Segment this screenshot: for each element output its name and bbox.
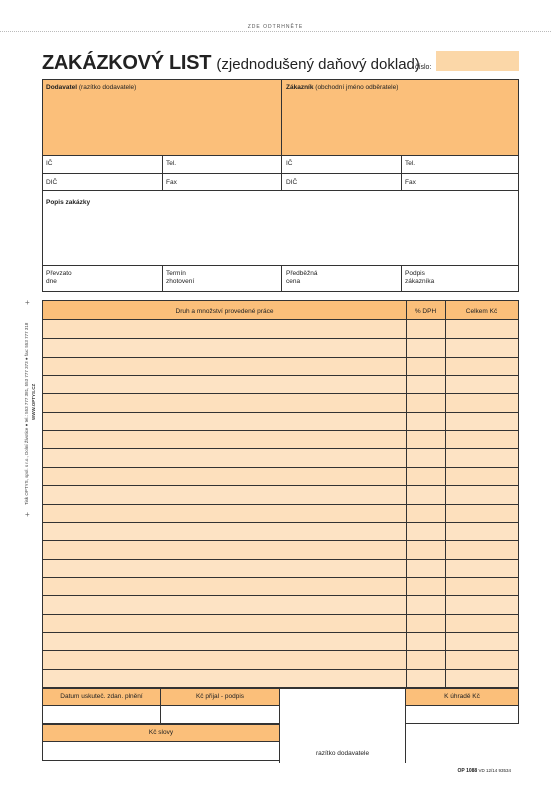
table-row[interactable] (43, 504, 518, 522)
table-row[interactable] (43, 430, 518, 448)
cislo-label: číslo: (415, 64, 432, 71)
customer-ic-label: IČ (286, 160, 293, 167)
table-row[interactable] (43, 577, 518, 595)
table-row[interactable] (43, 375, 518, 393)
kc-slovy-label: Kč slovy (148, 729, 174, 736)
table-row[interactable] (43, 650, 518, 668)
table-row[interactable] (43, 614, 518, 632)
table-row[interactable] (43, 559, 518, 577)
table-row[interactable] (43, 412, 518, 430)
printer-info: Tisk OPTYS, spol. s r.o., Dolní Životice ● tel.: 553 777 381, 553 777 373 ● fax: 553 777 318 (24, 322, 29, 505)
table-row[interactable] (43, 595, 518, 613)
col-druh-header: Druh a množství provedené práce (175, 308, 274, 315)
k-uhrade-label: K úhradě Kč (444, 693, 480, 700)
crop-mark-bottom: + (25, 510, 30, 519)
tear-off-label: ZDE ODTRHNĚTE (247, 24, 304, 30)
parties-block (42, 79, 519, 191)
supplier-fax-label: Fax (166, 179, 177, 186)
table-row[interactable] (43, 632, 518, 650)
kc-prijal-field[interactable] (160, 705, 280, 724)
table-row[interactable] (43, 320, 518, 338)
k-uhrade-field[interactable] (405, 705, 519, 724)
predbezna-cena-label: Předběžná cena (286, 270, 318, 285)
prevzato-label: Převzato dne (46, 270, 72, 285)
table-row[interactable] (43, 522, 518, 540)
customer-dic-label: DIČ (286, 179, 298, 186)
customer-heading: Zákazník (obchodní jméno odběratele) (286, 84, 399, 91)
termin-label: Termín zhotovení (166, 270, 195, 285)
crop-mark-top: + (25, 298, 30, 307)
job-description-field[interactable] (43, 207, 518, 265)
work-table (42, 300, 519, 688)
title-main: ZAKÁZKOVÝ LIST (42, 52, 212, 74)
col-celkem-header: Celkem Kč (465, 308, 498, 315)
page-title (42, 52, 420, 75)
job-description-label: Popis zakázky (46, 199, 91, 206)
razitko-label: razítko dodavatele (315, 750, 370, 757)
supplier-ic-label: IČ (46, 160, 53, 167)
supplier-dic-label: DIČ (46, 179, 58, 186)
podpis-zakaznika-label: Podpis zákazníka (405, 270, 435, 285)
table-row[interactable] (43, 448, 518, 466)
table-row[interactable] (43, 357, 518, 375)
table-row[interactable] (43, 540, 518, 558)
supplier-heading: Dodavatel (razítko dodavatele) (46, 84, 137, 91)
cislo-field[interactable] (436, 51, 519, 71)
title-sub: (zjednodušený daňový doklad) (216, 56, 420, 73)
table-row[interactable] (43, 338, 518, 356)
col-dph-header: % DPH (414, 308, 437, 315)
customer-tel-label: Tel. (405, 160, 416, 167)
datum-field[interactable] (42, 705, 161, 724)
kc-prijal-label: Kč přijal - podpis (195, 693, 245, 700)
job-description-block (42, 190, 519, 292)
footer-block (42, 688, 519, 763)
table-row[interactable] (43, 393, 518, 411)
customer-fax-label: Fax (405, 179, 416, 186)
form-code: OP 1088 VD 12/14 93534 (457, 768, 511, 774)
printer-web: WWW.OPTYS.CZ (31, 383, 36, 420)
tear-off-line (0, 31, 551, 32)
kc-slovy-field[interactable] (42, 741, 280, 761)
table-row[interactable] (43, 467, 518, 485)
table-row[interactable] (43, 485, 518, 503)
datum-label: Datum uskuteč. zdan. plnění (60, 693, 143, 700)
table-row[interactable] (43, 669, 518, 687)
supplier-tel-label: Tel. (166, 160, 177, 167)
